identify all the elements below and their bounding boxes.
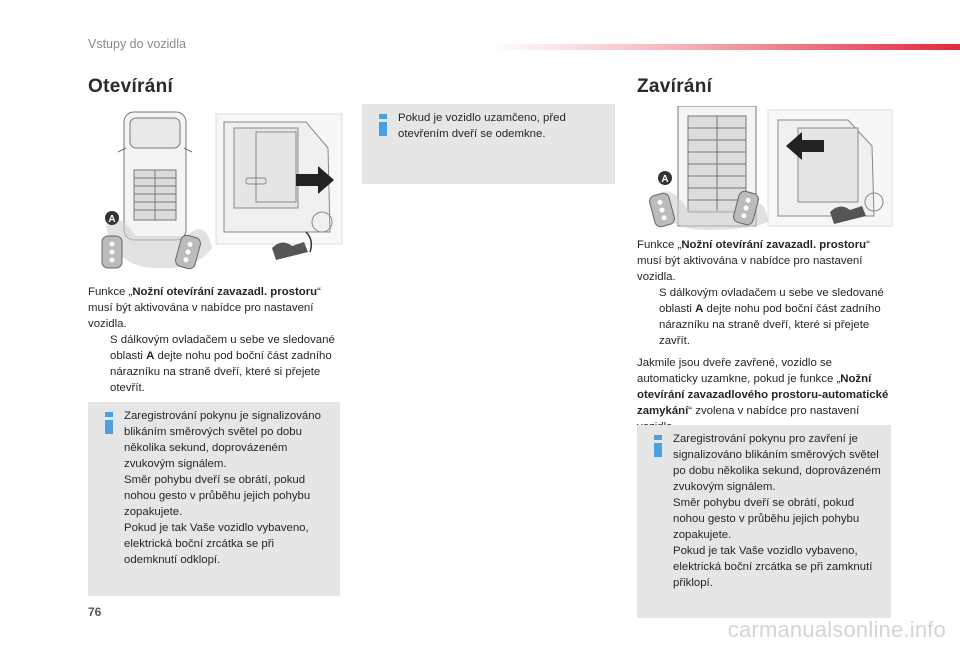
middle-note-text: Pokud je vozidlo uzamčeno, před otevřením dveří se odemkne. xyxy=(398,112,566,140)
closing-title: Zavírání xyxy=(637,76,713,97)
info-icon xyxy=(651,435,665,457)
opening-illustration xyxy=(96,108,344,273)
closing-note-line-3: Pokud je tak Vaše vozidlo vybaveno, elektrická boční zrcátka se při zamknutí přiklopí. xyxy=(673,545,873,589)
opening-note-line-1: Zaregistrování pokynu je signalizováno blikáním směrových světel po dobu několika sekund, doprovázeném zvukovým signálem. xyxy=(124,410,321,470)
opening-title: Otevírání xyxy=(88,76,174,97)
middle-note xyxy=(362,104,615,184)
closing-note-text xyxy=(673,431,881,591)
closing-note-line-1: Zaregistrování pokynu pro zavření je signalizováno blikáním směrových světel po dobu několika sekund, doprovázeném zvukovým signálem. xyxy=(673,433,881,493)
opening-bullet: S dálkovým ovladačem u sebe ve sledované oblasti A dejte nohu pod boční část zadního nárazníku na straně dveří, které si přejete otevřít. xyxy=(110,334,335,394)
opening-note-text xyxy=(124,408,330,568)
info-icon xyxy=(376,114,390,136)
closing-illustration xyxy=(648,106,894,230)
page-number: 76 xyxy=(88,605,102,619)
opening-note-line-2: Směr pohybu dveří se obrátí, pokud nohou gesto v průběhu jejich pohybu zopakujete. xyxy=(124,474,311,518)
zone-a-label: A xyxy=(108,214,116,225)
closing-intro: Funkce „Nožní otevírání zavazadl. prostoru“ musí být aktivována v nabídce pro nastavení vozidla. xyxy=(637,239,870,283)
closing-note xyxy=(637,425,891,618)
closing-note-line-2: Směr pohybu dveří se obrátí, pokud nohou gesto v průběhu jejich pohybu zopakujete. xyxy=(673,497,860,541)
watermark: carmanualsonline.info xyxy=(727,617,946,642)
closing-para2: Jakmile jsou dveře zavřené, vozidlo se automaticky uzamkne, pokud je funkce „Nožní otevírání zavazadlového prostoru-automatické zamykání“ zvolena v nabídce pro nastavení xyxy=(637,357,889,417)
header-title: Vstupy do vozidla xyxy=(88,37,186,51)
info-icon xyxy=(102,412,116,434)
header-accent-bar xyxy=(490,44,960,50)
opening-note xyxy=(88,402,340,596)
opening-note-line-3: Pokud je tak Vaše vozidlo vybaveno, elektrická boční zrcátka se při odemknutí odklopí. xyxy=(124,522,309,566)
closing-body xyxy=(637,237,893,435)
opening-intro: Funkce „Nožní otevírání zavazadl. prostoru“ musí být aktivována v nabídce pro nastavení vozidla. xyxy=(88,286,321,330)
opening-body xyxy=(88,284,340,396)
zone-a-label: A xyxy=(661,174,669,185)
closing-bullet: S dálkovým ovladačem u sebe ve sledované oblasti A dejte nohu pod boční část zadního nárazníku na straně dveří, které si přejete zavřít. xyxy=(659,287,884,347)
